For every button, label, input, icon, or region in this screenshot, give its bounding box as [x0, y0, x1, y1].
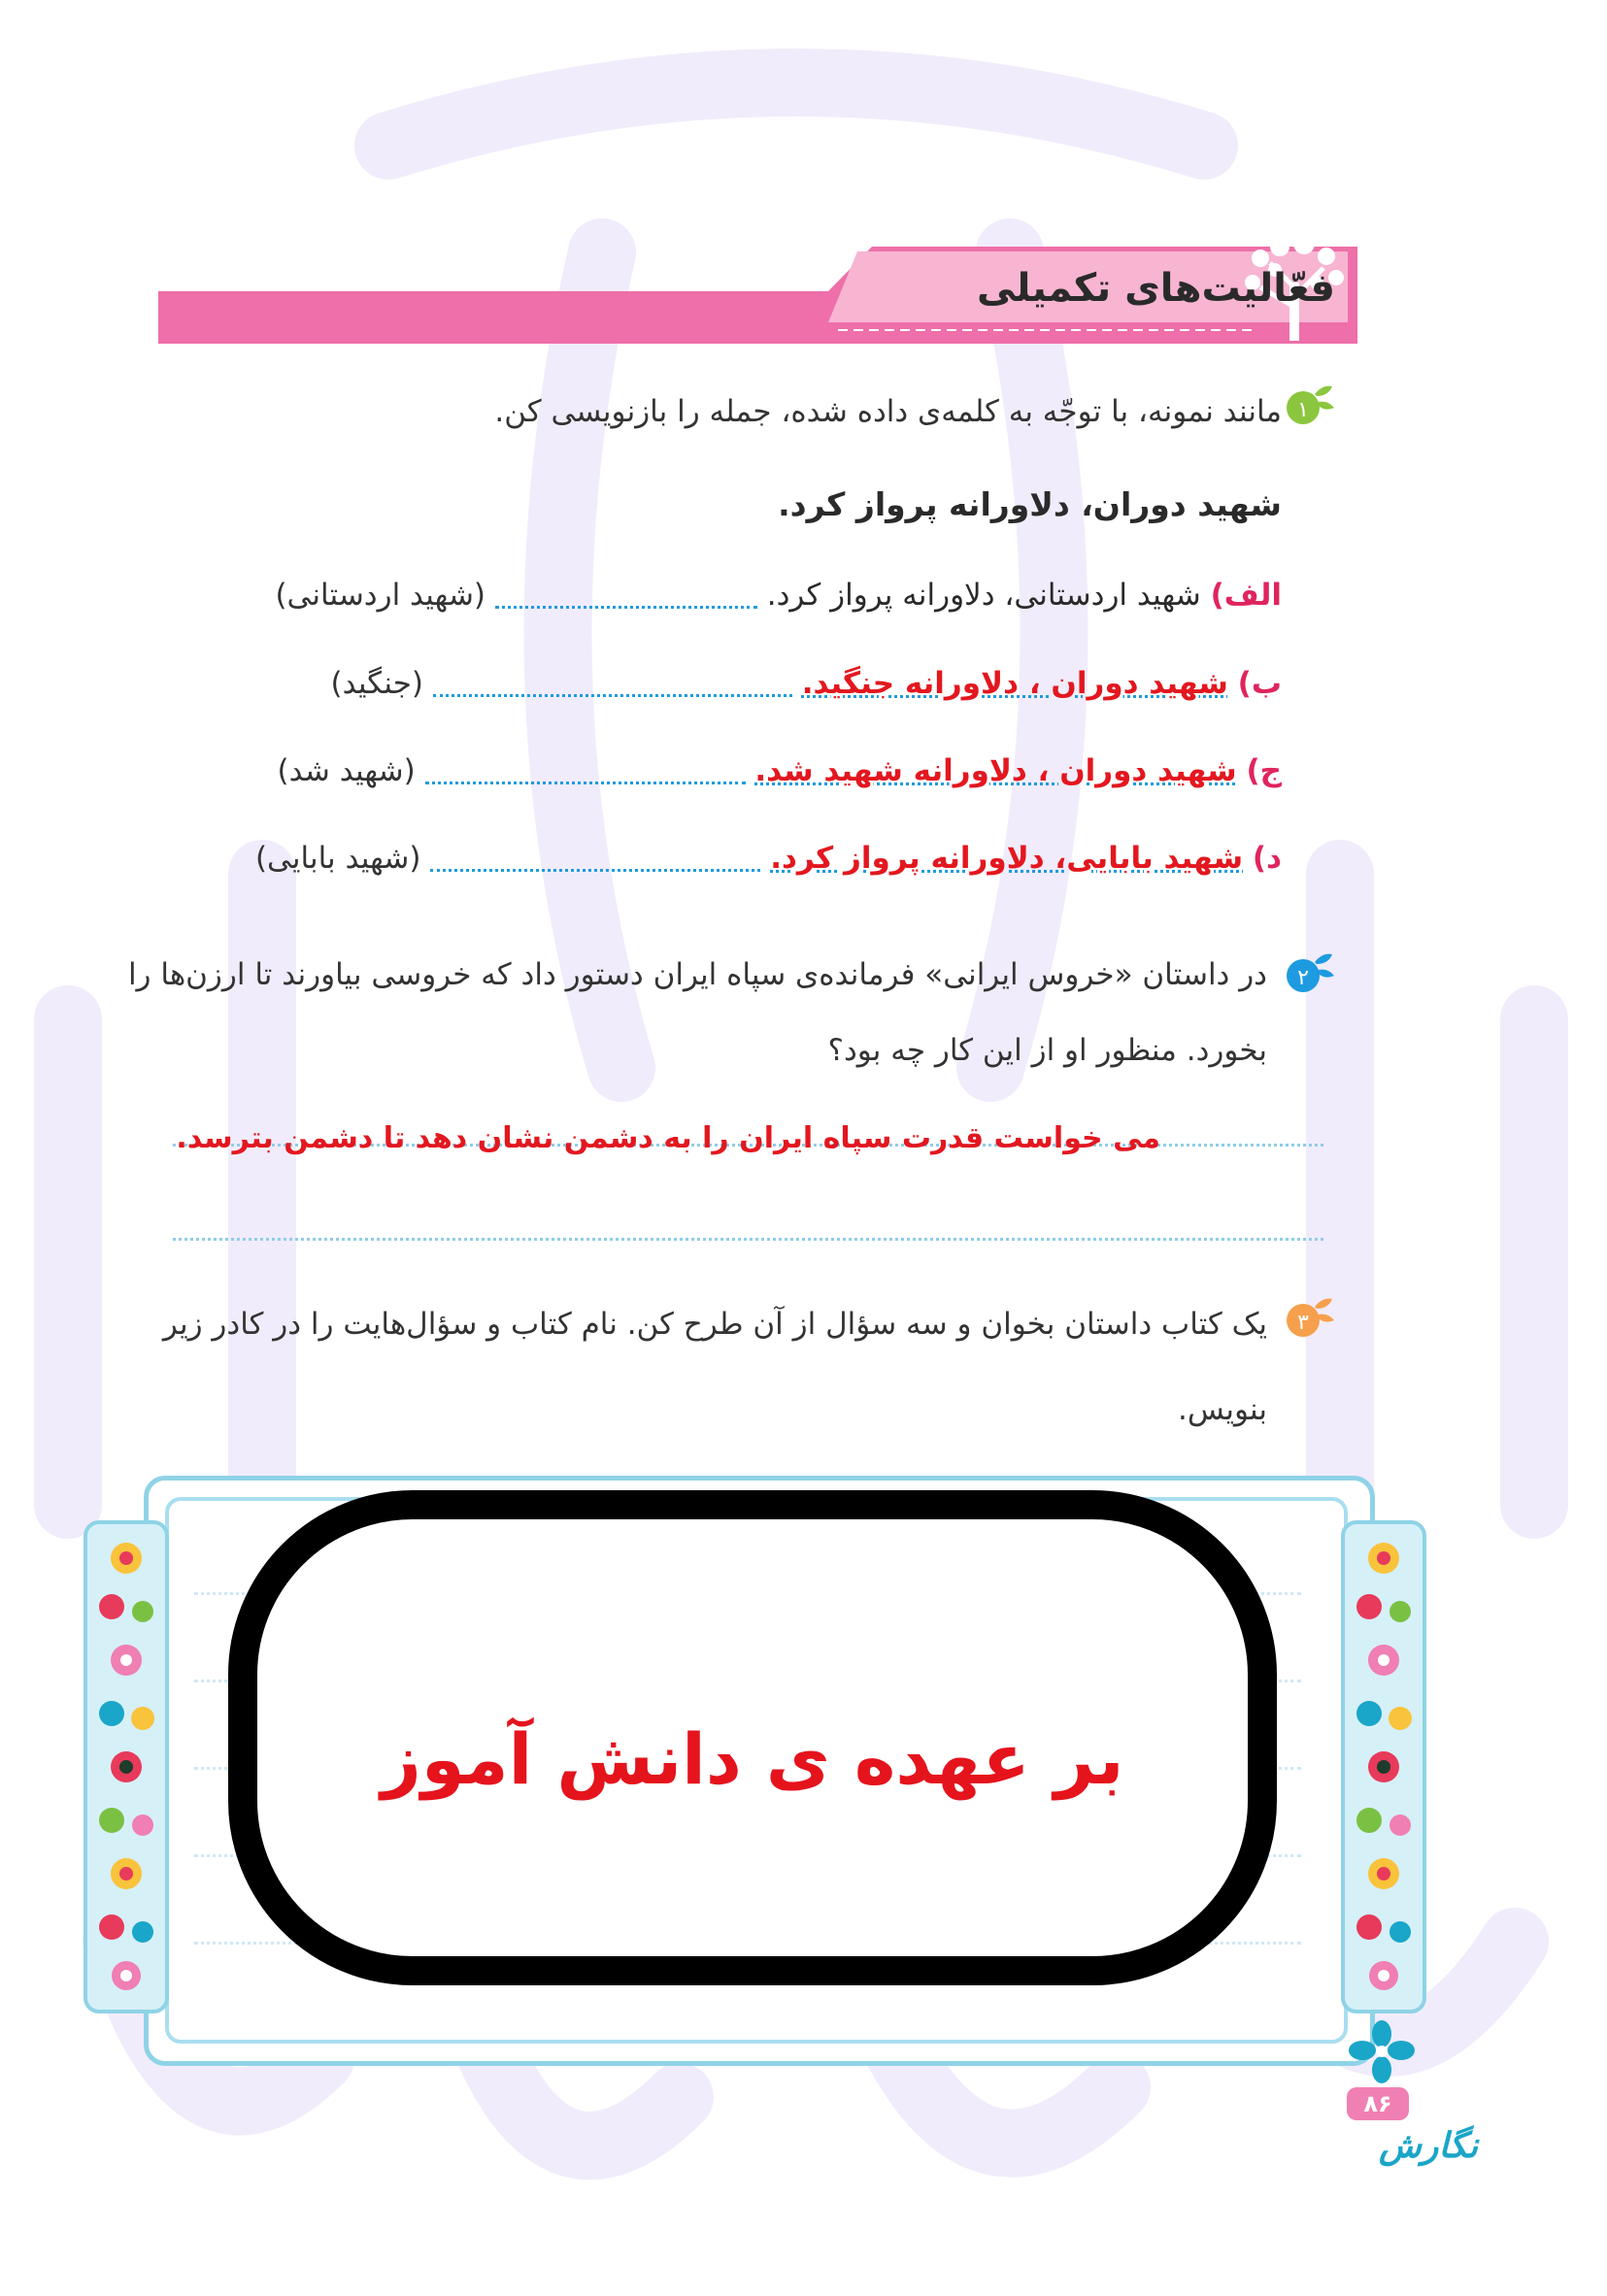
answer-row-jim — [278, 753, 1283, 788]
right-floral-border — [1340, 1519, 1427, 2014]
example-sentence: شهید دوران، دلاورانه پرواز کرد. — [778, 485, 1282, 523]
item-text: شهید اردستانی، دلاورانه پرواز کرد. — [766, 578, 1201, 613]
svg-text:۱: ۱ — [1297, 398, 1309, 422]
question-2-line2: بخورد. منظور او از این کار چه بود؟ — [827, 1033, 1267, 1068]
question-2-answer: می خواست قدرت سپاه ایران را به دشمن نشان دهد تا دشمن بترسد. — [176, 1121, 1160, 1155]
dotted-line — [430, 848, 760, 872]
item-hint: (شهید بابایی) — [254, 841, 421, 876]
answer-row-be — [331, 666, 1282, 701]
question-3-line1: یک کتاب داستان بخوان و سه سؤال از آن طرح کن. نام کتاب و سؤال‌هایت را در کادر زیر — [162, 1307, 1267, 1342]
student-task-text: بر عهده ی دانش آموز — [381, 1718, 1124, 1800]
left-floral-border — [83, 1519, 170, 2014]
dotted-line — [433, 673, 792, 697]
answer-dotted-line-2 — [173, 1238, 1323, 1241]
item-hint: (شهید شد) — [277, 753, 416, 788]
answer-row-dal — [255, 841, 1282, 876]
item-letter: ب) — [1237, 666, 1282, 701]
question-1-instruction: مانند نمونه، با توجّه به کلمه‌ی داده شده، جمله را بازنویسی کن. — [494, 394, 1282, 429]
flower-icon — [1348, 2019, 1416, 2087]
question-2-line1: در داستان «خروس ایرانی» فرمانده‌ی سپاه ایران دستور داد که خروسی بیاورند تا ارزن‌ها را — [127, 957, 1267, 992]
item-letter: ج) — [1246, 753, 1282, 788]
item-hint: (شهید اردستانی) — [275, 578, 486, 613]
section-title: فعّالیت‌های تکمیلی — [976, 266, 1335, 311]
question-number-1-icon — [1280, 379, 1338, 427]
item-letter: الف) — [1210, 578, 1282, 613]
question-number-3-icon — [1280, 1291, 1338, 1340]
item-answer: شهید دوران ، دلاورانه جنگید. — [801, 666, 1228, 701]
item-answer: شهید دوران ، دلاورانه شهید شد. — [754, 753, 1237, 788]
svg-text:۳: ۳ — [1297, 1311, 1309, 1335]
item-answer: شهید بابایی، دلاورانه پرواز کرد. — [770, 841, 1244, 876]
item-letter: د) — [1252, 841, 1282, 876]
answer-row-alef — [275, 578, 1282, 613]
dotted-line — [425, 760, 746, 784]
dotted-line — [495, 584, 757, 609]
question-number-2-icon — [1280, 947, 1338, 995]
page-number: ۸۶ — [1347, 2087, 1409, 2120]
book-label: نگارش — [1379, 2126, 1479, 2166]
question-3-line2: بنویس. — [1177, 1392, 1267, 1427]
item-hint: (جنگید) — [330, 666, 423, 701]
svg-text:۲: ۲ — [1297, 966, 1309, 990]
